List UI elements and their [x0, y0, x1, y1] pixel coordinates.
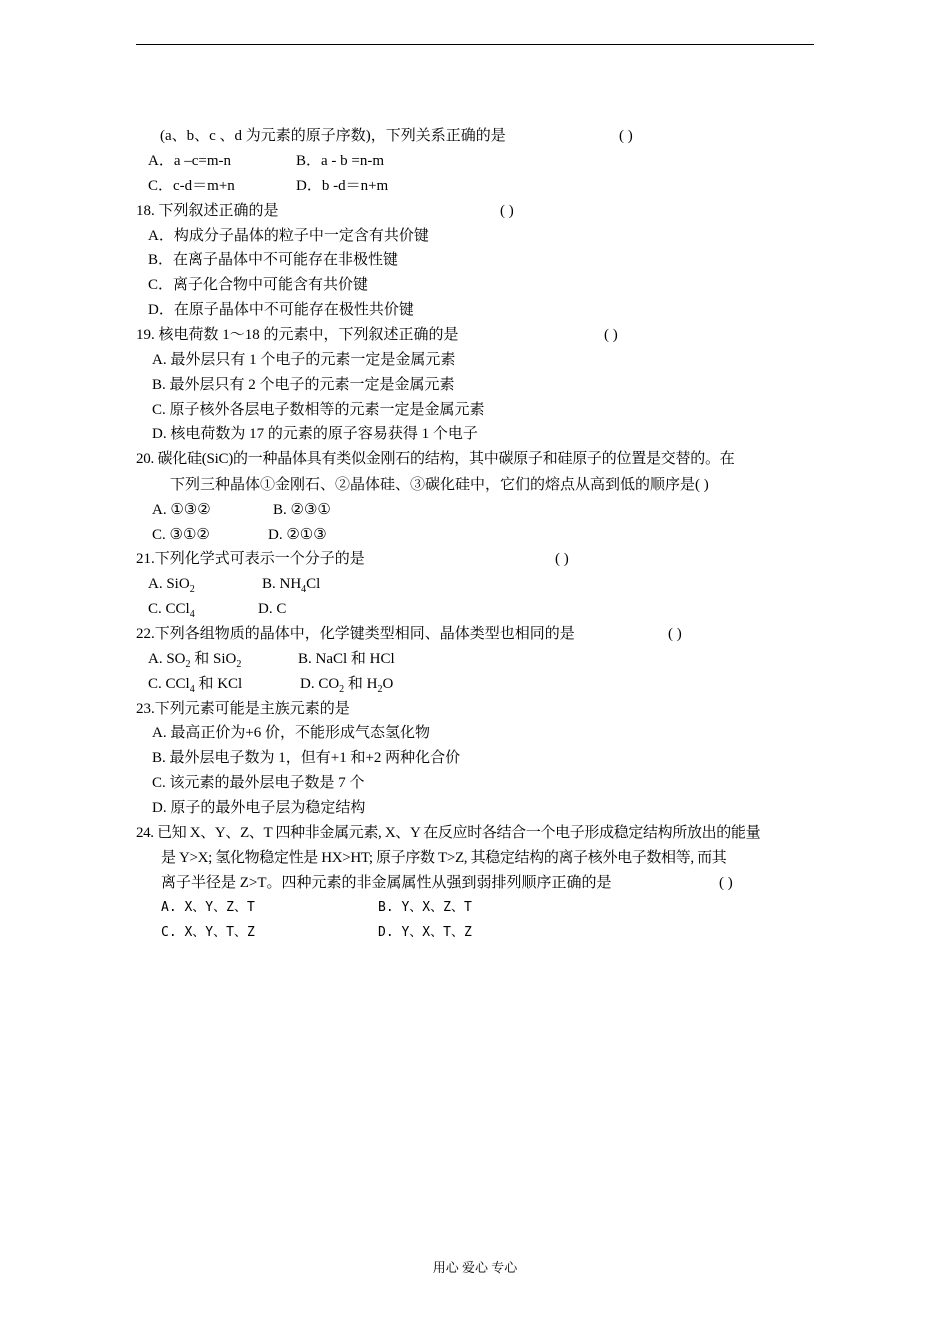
q24-bracket: ( ) — [719, 875, 733, 891]
q23-option-b: B. 最外层电子数为 1，但有+1 和+2 两种化合价 — [152, 750, 461, 766]
q19-option-d: D. 核电荷数为 17 的元素的原子容易获得 1 个电子 — [152, 426, 478, 442]
q20-option-a: A. ①③② — [152, 502, 211, 518]
q17-option-d: D．b -d＝n+m — [296, 178, 389, 194]
q20-option-b: B. ②③① — [273, 502, 331, 518]
q20-stem-line2: 下列三种晶体①金刚石、②晶体硅、③碳化硅中，它们的熔点从高到低的顺序是( ) — [170, 477, 709, 493]
q22-option-b: B. NaCl 和 HCl — [298, 651, 395, 667]
q24-option-a: A. X、Y、Z、T — [161, 900, 255, 915]
q17-bracket: ( ) — [619, 128, 633, 144]
q21-option-c: C. CCl$_4$ — [148, 601, 195, 620]
q22-option-d: D. $CO_2$ 和 $H_2O$ — [300, 676, 394, 695]
q24-stem-line1: 24. 已知 X、Y、Z、T 四种非金属元素, X、Y 在反应时各结合一个电子形成稳定结构所放出的能量 — [136, 825, 761, 841]
q22-stem: 22.下列各组物质的晶体中，化学键类型相同、晶体类型也相同的是 — [136, 626, 575, 642]
q24-option-c: C. X、Y、T、Z — [161, 925, 255, 940]
q18-option-c: C．离子化合物中可能含有共价键 — [148, 277, 369, 293]
q18-option-a: A．构成分子晶体的粒子中一定含有共价键 — [148, 228, 429, 244]
q17-option-a: A．a –c=m-n — [148, 153, 232, 169]
q19-option-a: A. 最外层只有 1 个电子的元素一定是金属元素 — [152, 352, 456, 368]
q23-option-a: A. 最高正价为+6 价，不能形成气态氢化物 — [152, 725, 431, 741]
q22-option-c: C. CCl$_4$ 和 KCl — [148, 676, 243, 695]
q21-option-d: D. C — [258, 601, 287, 617]
q21-stem: 21.下列化学式可表示一个分子的是 — [136, 551, 365, 567]
q24-stem-line3: 离子半径是 Z>T。四种元素的非金属属性从强到弱排列顺序正确的是 — [161, 875, 612, 891]
q24-option-b: B. Y、X、Z、T — [378, 900, 472, 915]
q19-stem: 19. 核电荷数 1～18 的元素中，下列叙述正确的是 — [136, 327, 459, 343]
q21-option-a: A. SiO$_2$ — [148, 576, 195, 595]
q18-bracket: ( ) — [500, 203, 514, 219]
page-footer: 用心 爱心 专心 — [432, 1260, 518, 1275]
q18-option-d: D．在原子晶体中不可能存在极性共价键 — [148, 302, 414, 318]
q20-stem-line1: 20. 碳化硅(SiC)的一种晶体具有类似金刚石的结构，其中碳原子和硅原子的位置是交替的。在 — [136, 451, 735, 467]
q19-option-c: C. 原子核外各层电子数相等的元素一定是金属元素 — [152, 402, 485, 418]
q23-option-c: C. 该元素的最外层电子数是 7 个 — [152, 775, 365, 791]
q18-stem: 18. 下列叙述正确的是 — [136, 203, 279, 219]
q21-bracket: ( ) — [555, 551, 569, 567]
q17-stem: (a、b、c 、d 为元素的原子序数)，下列关系正确的是 — [160, 128, 506, 144]
q20-option-c: C. ③①② — [152, 527, 210, 543]
q19-bracket: ( ) — [604, 327, 618, 343]
q24-option-d: D. Y、X、T、Z — [378, 925, 472, 940]
header-rule — [136, 44, 814, 45]
q23-stem: 23.下列元素可能是主族元素的是 — [136, 701, 350, 717]
q17-option-c: C．c-d＝m+n — [148, 178, 235, 194]
q17-option-b: B．a - b =n-m — [296, 153, 385, 169]
q21-option-b: B. $NH_4Cl$ — [262, 576, 321, 595]
q19-option-b: B. 最外层只有 2 个电子的元素一定是金属元素 — [152, 377, 455, 393]
q22-bracket: ( ) — [668, 626, 682, 642]
q24-stem-line2: 是 Y>X; 氢化物稳定性是 HX>HT; 原子序数 T>Z, 其稳定结构的离子核外电子数相等, 而其 — [161, 850, 727, 866]
q22-option-a: A. $SO_2$ 和 SiO$_2$ — [148, 651, 242, 670]
q23-option-d: D. 原子的最外电子层为稳定结构 — [152, 800, 366, 816]
q18-option-b: B．在离子晶体中不可能存在非极性键 — [148, 252, 399, 268]
q20-option-d: D. ②①③ — [268, 527, 327, 543]
